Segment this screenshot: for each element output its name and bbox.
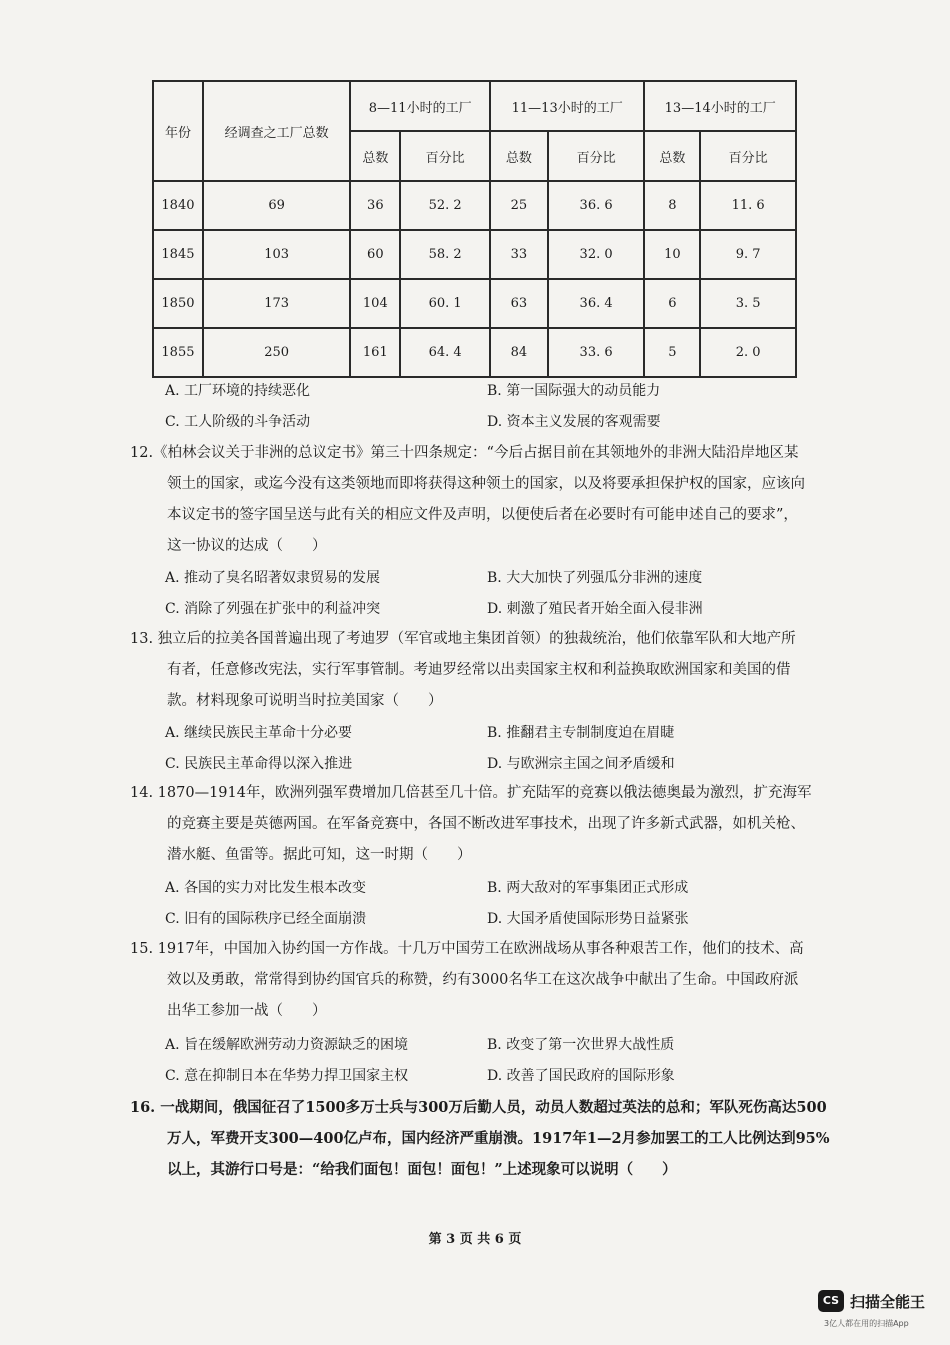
q12-option-c[interactable]: C. 消除了列强在扩张中的利益冲突 [165,601,381,617]
question-line: 以上，其游行口号是：“给我们面包！面包！面包！”上述现象可以说明（ ） [167,1161,677,1178]
q13-option-a[interactable]: A. 继续民族民主革命十分必要 [165,725,353,741]
subheader-pct: 百分比 [700,131,796,181]
cell-count: 36 [350,181,400,230]
question-line: 16. 一战期间，俄国征召了1500多万士兵与300万后勤人员，动员人数超过英法的总和；军队死伤高达500 [130,1099,827,1116]
question-line: 潜水艇、鱼雷等。据此可知，这一时期（ ） [167,847,472,863]
cell-count: 8 [644,181,700,230]
q15-option-b[interactable]: B. 改变了第一次世界大战性质 [487,1037,675,1053]
q13-option-c[interactable]: C. 民族民主革命得以深入推进 [165,756,353,772]
cell-count: 63 [490,279,548,328]
q13-options-ab [165,722,865,746]
q14-option-c[interactable]: C. 旧有的国际秩序已经全面崩溃 [165,911,367,927]
cell-total: 173 [203,279,350,328]
subheader-pct: 百分比 [548,131,645,181]
q15-option-c[interactable]: C. 意在抑制日本在华势力捍卫国家主权 [165,1068,409,1084]
q15-option-a[interactable]: A. 旨在缓解欧洲劳动力资源缺乏的困境 [165,1037,409,1053]
q14-options-cd [165,908,865,932]
cell-pct: 2. 0 [700,328,796,377]
q15-options-ab [165,1034,865,1058]
q13-option-b[interactable]: B. 推翻君主专制制度迫在眉睫 [487,725,675,741]
page-number: 第 3 页 共 6 页 [428,1232,522,1247]
cell-count: 104 [350,279,400,328]
q14-options-ab [165,877,865,901]
question-line: 款。材料现象可说明当时拉美国家（ ） [167,693,443,709]
cell-total: 250 [203,328,350,377]
header-group-2: 11—13小时的工厂 [490,81,644,131]
cell-count: 161 [350,328,400,377]
cell-year: 1850 [153,279,203,328]
cell-total: 103 [203,230,350,279]
cell-count: 33 [490,230,548,279]
question-12 [130,438,878,562]
question-line: 14. 1870—1914年，欧洲列强军费增加几倍甚至几十倍。扩充陆军的竞赛以俄法德奥最为激烈，扩充海军 [130,785,812,801]
q11-option-c[interactable]: C. 工人阶级的斗争活动 [165,414,311,430]
question-line: 领土的国家，或迄今没有这类领地而即将获得这种领土的国家，以及将要承担保护权的国家，应该向 [167,476,805,492]
question-line: 出华工参加一战（ ） [167,1003,327,1019]
q11-options-cd [165,411,865,435]
q11-option-d[interactable]: D. 资本主义发展的客观需要 [487,414,661,430]
cell-year: 1855 [153,328,203,377]
table-row [153,328,796,377]
cell-count: 84 [490,328,548,377]
cell-pct: 58. 2 [400,230,490,279]
header-year: 年份 [153,81,203,181]
q13-option-d[interactable]: D. 与欧洲宗主国之间矛盾缓和 [487,756,675,772]
table-row [153,181,796,230]
header-group-1: 8—11小时的工厂 [350,81,490,131]
cell-count: 10 [644,230,700,279]
cell-year: 1845 [153,230,203,279]
question-14 [130,778,878,871]
q12-option-b[interactable]: B. 大大加快了列强瓜分非洲的速度 [487,570,703,586]
scanner-watermark [818,1290,943,1330]
q15-option-d[interactable]: D. 改善了国民政府的国际形象 [487,1068,675,1084]
q15-options-cd [165,1065,865,1089]
cs-logo-icon: CS [818,1290,844,1312]
cell-pct: 36. 4 [548,279,645,328]
q11-options-ab [165,380,865,404]
subheader-count: 总数 [350,131,400,181]
header-total: 经调查之工厂总数 [203,81,350,181]
q11-option-a[interactable]: A. 工厂环境的持续恶化 [165,383,311,399]
q13-options-cd [165,753,865,777]
question-15 [130,934,878,1027]
question-line: 本议定书的签字国呈送与此有关的相应文件及声明，以便使后者在必要时有可能申述自己的要求”， [167,507,798,523]
cell-count: 25 [490,181,548,230]
question-line: 效以及勇敢，常常得到协约国官兵的称赞，约有3000名华工在这次战争中献出了生命。中国政府派 [167,972,799,988]
cell-pct: 3. 5 [700,279,796,328]
factory-hours-table [152,80,797,378]
q12-option-d[interactable]: D. 刺激了殖民者开始全面入侵非洲 [487,601,703,617]
question-line: 13. 独立后的拉美各国普遍出现了考迪罗（军官或地主集团首领）的独裁统治，他们依靠军队和大地产所 [130,631,796,647]
q12-options-ab [165,567,865,591]
question-line: 的竞赛主要是英德两国。在军备竞赛中，各国不断改进军事技术，出现了许多新式武器，如机关枪、 [167,816,805,832]
question-line: 15. 1917年，中国加入协约国一方作战。十几万中国劳工在欧洲战场从事各种艰苦工作，他们的技术、高 [130,941,804,957]
cell-total: 69 [203,181,350,230]
subheader-pct: 百分比 [400,131,490,181]
table-row [153,230,796,279]
question-line: 12.《柏林会议关于非洲的总议定书》第三十四条规定：“今后占据目前在其领地外的非洲大陆沿岸地区某 [130,445,799,461]
cell-year: 1840 [153,181,203,230]
question-16 [130,1092,878,1185]
subheader-count: 总数 [644,131,700,181]
q12-options-cd [165,598,865,622]
cell-pct: 32. 0 [548,230,645,279]
q11-option-b[interactable]: B. 第一国际强大的动员能力 [487,383,661,399]
cell-pct: 33. 6 [548,328,645,377]
cell-pct: 9. 7 [700,230,796,279]
watermark-brand: 扫描全能王 [850,1293,926,1311]
q14-option-d[interactable]: D. 大国矛盾使国际形势日益紧张 [487,911,689,927]
cell-pct: 64. 4 [400,328,490,377]
cell-pct: 52. 2 [400,181,490,230]
q12-option-a[interactable]: A. 推动了臭名昭著奴隶贸易的发展 [165,570,381,586]
q14-option-a[interactable]: A. 各国的实力对比发生根本改变 [165,880,367,896]
cell-pct: 60. 1 [400,279,490,328]
table-row [153,279,796,328]
cell-pct: 36. 6 [548,181,645,230]
cell-count: 6 [644,279,700,328]
subheader-count: 总数 [490,131,548,181]
header-group-3: 13—14小时的工厂 [644,81,796,131]
question-line: 万人，军费开支300—400亿卢布，国内经济严重崩溃。1917年1—2月参加罢工的工人比例达到95% [167,1130,830,1147]
question-line: 这一协议的达成（ ） [167,538,327,554]
q14-option-b[interactable]: B. 两大敌对的军事集团正式形成 [487,880,689,896]
cell-count: 60 [350,230,400,279]
watermark-tagline: 3亿人都在用的扫描App [824,1319,909,1328]
cell-pct: 11. 6 [700,181,796,230]
cell-count: 5 [644,328,700,377]
question-13 [130,624,878,717]
question-line: 有者，任意修改宪法，实行军事管制。考迪罗经常以出卖国家主权和利益换取欧洲国家和美国的借 [167,662,791,678]
